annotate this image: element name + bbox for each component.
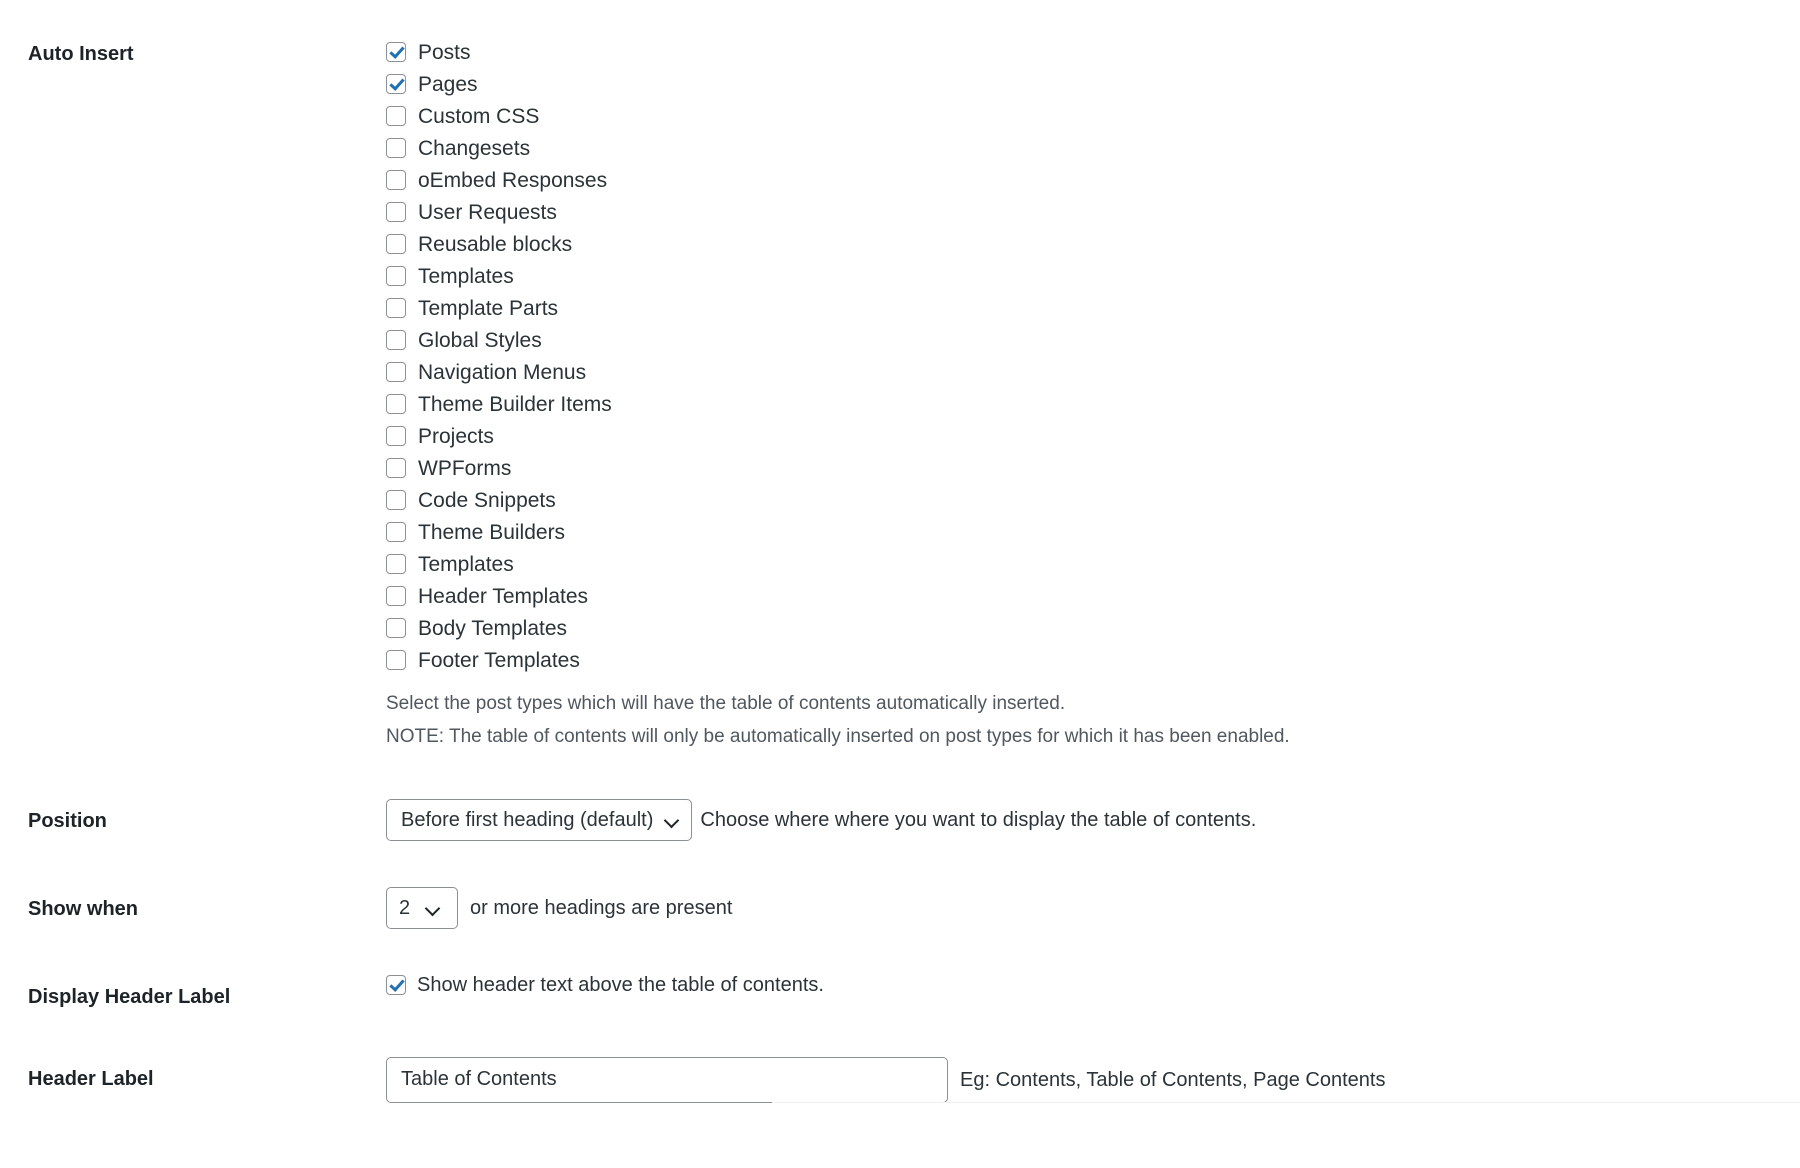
post-type-checkbox-label: Navigation Menus xyxy=(418,360,587,384)
post-type-checkbox-row[interactable] xyxy=(386,580,1800,612)
post-type-checkbox-label: User Requests xyxy=(418,200,557,224)
setting-row-header-label xyxy=(0,1011,1800,1103)
post-type-checkbox-row[interactable] xyxy=(386,484,1800,516)
header-label-field xyxy=(386,1057,1800,1103)
post-type-checkbox-row[interactable] xyxy=(386,644,1800,676)
post-type-checkbox-row[interactable] xyxy=(386,36,1800,68)
auto-insert-description: Select the post types which will have the table of contents automatically inserted. xyxy=(386,693,1066,714)
post-type-checkbox-label: Theme Builders xyxy=(418,520,566,544)
post-type-checkbox-row[interactable] xyxy=(386,228,1800,260)
post-type-checkbox[interactable] xyxy=(386,394,406,414)
auto-insert-note: NOTE: The table of contents will only be automatically inserted on post types for which it has been enabled. xyxy=(386,726,1290,748)
post-type-checkbox-row[interactable] xyxy=(386,132,1800,164)
post-type-checkbox-label: Template Parts xyxy=(418,296,559,320)
post-type-checkbox-row[interactable] xyxy=(386,612,1800,644)
post-type-checkbox-row[interactable] xyxy=(386,548,1800,580)
post-type-checkbox-label: Body Templates xyxy=(418,616,568,640)
post-type-checkbox[interactable] xyxy=(386,458,406,478)
display-header-label-checkbox[interactable] xyxy=(386,975,406,995)
post-type-checkbox[interactable] xyxy=(386,298,406,318)
post-type-checkbox[interactable] xyxy=(386,522,406,542)
row-divider xyxy=(772,1102,1800,1103)
display-header-label-field xyxy=(386,975,1800,995)
post-type-checkbox-row[interactable] xyxy=(386,516,1800,548)
setting-row-display-header-label xyxy=(0,929,1800,1011)
post-type-checkbox-row[interactable] xyxy=(386,100,1800,132)
position-field xyxy=(386,799,1800,841)
show-when-field xyxy=(386,887,1800,929)
post-type-checkbox-row[interactable] xyxy=(386,356,1800,388)
post-type-checkbox-row[interactable] xyxy=(386,260,1800,292)
post-type-checkbox-row[interactable] xyxy=(386,324,1800,356)
chevron-down-icon xyxy=(663,811,681,829)
post-type-checkbox-label: Code Snippets xyxy=(418,488,556,512)
post-type-checkbox-label: Theme Builder Items xyxy=(418,392,612,416)
auto-insert-field xyxy=(386,36,1800,753)
post-type-checkbox-row[interactable] xyxy=(386,452,1800,484)
display-header-label-checkbox-text: Show header text above the table of contents. xyxy=(417,973,824,996)
post-type-checkbox-row[interactable] xyxy=(386,420,1800,452)
post-type-checkbox-row[interactable] xyxy=(386,388,1800,420)
post-type-checkbox[interactable] xyxy=(386,618,406,638)
position-helper-text: Choose where where you want to display the table of contents. xyxy=(700,808,1257,831)
post-type-checkbox[interactable] xyxy=(386,426,406,446)
show-when-label: Show when xyxy=(28,897,138,920)
post-type-checkbox-row[interactable] xyxy=(386,292,1800,324)
post-type-checkbox[interactable] xyxy=(386,202,406,222)
post-type-checkbox-label: Global Styles xyxy=(418,328,542,352)
post-type-checkbox-label: Posts xyxy=(418,40,471,64)
post-type-checkbox-label: Projects xyxy=(418,424,494,448)
show-when-select-value: 2 xyxy=(399,896,411,919)
header-label-helper-text: Eg: Contents, Table of Contents, Page Contents xyxy=(960,1068,1386,1091)
header-label-label: Header Label xyxy=(28,1067,154,1090)
show-when-helper-text: or more headings are present xyxy=(470,896,733,919)
post-type-checkbox-label: Templates xyxy=(418,264,514,288)
post-type-checkbox-label: Changesets xyxy=(418,136,531,160)
post-type-checkbox[interactable] xyxy=(386,42,406,62)
position-label: Position xyxy=(28,809,107,832)
setting-row-position xyxy=(0,753,1800,841)
post-type-checkbox-label: oEmbed Responses xyxy=(418,168,608,192)
position-select[interactable] xyxy=(386,799,692,841)
post-type-checkbox[interactable] xyxy=(386,106,406,126)
post-type-checkbox[interactable] xyxy=(386,234,406,254)
post-type-checkbox-label: Reusable blocks xyxy=(418,232,573,256)
post-type-checkbox[interactable] xyxy=(386,138,406,158)
show-when-select[interactable] xyxy=(386,887,458,929)
post-type-checkbox-label: Pages xyxy=(418,72,478,96)
header-label-input[interactable] xyxy=(386,1057,948,1103)
post-type-checkbox[interactable] xyxy=(386,362,406,382)
post-types-checkbox-list xyxy=(386,36,1800,676)
position-select-value: Before first heading (default) xyxy=(401,808,654,831)
post-type-checkbox-label: Templates xyxy=(418,552,514,576)
post-type-checkbox[interactable] xyxy=(386,650,406,670)
post-type-checkbox[interactable] xyxy=(386,266,406,286)
post-type-checkbox-label: WPForms xyxy=(418,456,512,480)
post-type-checkbox-label: Footer Templates xyxy=(418,648,580,672)
auto-insert-label: Auto Insert xyxy=(28,43,134,65)
post-type-checkbox[interactable] xyxy=(386,490,406,510)
display-header-label-checkbox-row[interactable] xyxy=(386,975,1800,995)
post-type-checkbox[interactable] xyxy=(386,74,406,94)
chevron-down-icon xyxy=(424,899,442,917)
post-type-checkbox-row[interactable] xyxy=(386,68,1800,100)
post-type-checkbox[interactable] xyxy=(386,586,406,606)
post-type-checkbox[interactable] xyxy=(386,554,406,574)
setting-row-show-when xyxy=(0,841,1800,929)
display-header-label-label: Display Header Label xyxy=(28,985,231,1008)
post-type-checkbox-label: Header Templates xyxy=(418,584,589,608)
post-type-checkbox-row[interactable] xyxy=(386,164,1800,196)
post-type-checkbox[interactable] xyxy=(386,170,406,190)
post-type-checkbox-label: Custom CSS xyxy=(418,104,540,128)
post-type-checkbox-row[interactable] xyxy=(386,196,1800,228)
post-type-checkbox[interactable] xyxy=(386,330,406,350)
